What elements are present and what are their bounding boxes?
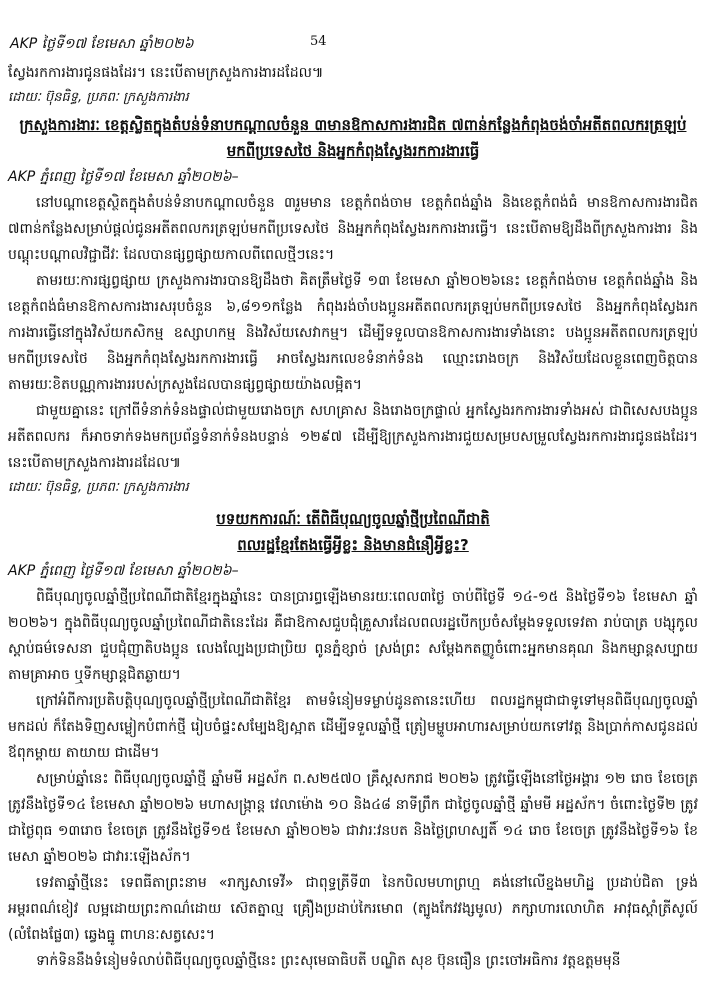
article3-paragraph: សម្រាប់ឆ្នាំនេះ ពិធីបុណ្យចូលឆ្នាំថ្មី ឆ្នាំមមី អដ្ឋស័ក ព.ស២៥៧០ គ្រឹស្តសករាជ ២០២៦ ត្រូវធ្វើឡើងនៅថ្ងៃអង្គារ ១២ រោច ខែចេត្រ ត្រូវនឹងថ្ងៃទី១៤ ខែមេសា ឆ្នាំ២០២៦ មហាសង្ក្រាន្ត វេលាម៉ោង ១០ និង៤៨ នាទីព្រឹក ជាថ្ងៃចូលឆ្នាំថ្មី ឆ្នាំមមី អដ្ឋស័ក។ ចំពោះថ្ងៃទី២ ត្រូវជាថ្ងៃពុធ ១៣រោច ខែចេត្រ ត្រូវនឹងថ្ងៃទី១៥ ខែមេសា ឆ្នាំ២០២៦ ជាវារៈវនបត និងថ្ងៃព្រហស្បតិ៍ ១៤ រោច ខែចេត្រ ត្រូវនឹងថ្ងៃទី១៦ ខែមេសា ឆ្នាំ២០២៦ ជាវារៈឡើងស័ក។ xyxy=(8,771,698,865)
article3-paragraph: ទេវតាឆ្នាំថ្មីនេះ ទេពធីតាព្រះនាម «រាក្សសាទេវី» ជាពុទ្ធត្រីទី៣ នៃកបិលមហាព្រហ្ម គង់នៅលើខ្នងមហិដ្ឋ ប្រដាប់ជិតា ទ្រង់អម្ពរពណ៌ខៀវ លម្អដោយព្រះកាណ៌ដោយ ស៊េតត្នាល្ម គ្រឿងប្រដាប់កៃរមោព (ត្បូងកែវវង្សមូល) ភក្សាហារលោហិត អាវុធស្ដាំត្រីសូល៍ (លំពែងផ្លែ៣) ឆ្វេងធ្នូ ពាហនៈសត្វសេះ។ xyxy=(8,875,698,943)
article3-dateline: AKP ភ្នំពេញ ថ្ងៃទី១៧ ខែមេសា ឆ្នាំ២០២៦– xyxy=(8,563,239,579)
page-number: 54 xyxy=(310,34,327,49)
article3-headline-line2: ពលរដ្ឋខ្មែរតែងធ្វើអ្វីខ្លះ និងមានជំនឿអ្វីខ្លះ? xyxy=(237,536,469,554)
article3-paragraph: ពិធីបុណ្យចូលឆ្នាំថ្មីប្រពៃណីជាតិខ្មែរក្នុងឆ្នាំនេះ បានប្រារព្ធឡើងមានរយៈពេល៣ថ្ងៃ ចាប់ពីថ្ងៃទី ១៤-១៥ និងថ្ងៃទី១៦ ខែមេសា ឆ្នាំ ២០២៦។ ក្នុងពិធីបុណ្យចូលឆ្នាំប្រពៃណីជាតិនេះដែរ គឺជាឱកាសជួបជុំគ្រួសារដែលពលរដ្ឋបើកប្រចំសម្ដែងទទួលទេវតា រាប់បាត្រ បង្សុកូល ស្តាប់ធម៌ទេសនា ជួបជុំញាតិបងប្អូន លេងល្បែងប្រជាប្រិយ ពូនភ្នំខ្សាច់ ស្រង់ព្រះ សម្ដែងកតញ្ញូចំពោះអ្នកមានគុណ និងកម្សាន្តសប្បាយតាមគ្រាអាច ឬទីកម្សាន្តជិតឆ្ងាយ។ xyxy=(8,589,698,683)
article2-paragraph: ជាមួយគ្នានេះ ក្រៅពីទំនាក់ទំនងផ្ទាល់ជាមួយរោងចក្រ សហគ្រាស និងរោងចក្រផ្ទាល់ អ្នកស្វែងរកការងារទាំងអស់ ជាពិសេសបងប្អូនអតីតពលករ ក៏អាចទាក់ទងមកប្រព័ន្ធទំនាក់ទំនងបន្ទាន់ ១២៩៧ ដើម្បីឱ្យក្រសួងការងារជួយសម្របសម្រួលស្វែងរកការងារជូនផងដែរ។ នេះបើតាមក្រសួងការងារដដែល៕ xyxy=(8,403,698,471)
article3-paragraph: ទាក់ទិននឹងទំនៀមទំលាប់ពិធីបុណ្យចូលឆ្នាំថ្មីនេះ ព្រះសុមេធាធិបតី បណ្ឌិត សុខ ប៊ុនធឿន ព្រះចៅអធិការ វត្តឧត្តមមុនី xyxy=(36,953,621,969)
header-dateline: AKP ថ្ងៃទី១៧ ខែមេសា ឆ្នាំ២០២៦ xyxy=(10,36,194,52)
article2-paragraph: តាមរយៈការផ្សព្វផ្សាយ ក្រសួងការងារបានឱ្យដឹងថា គិតត្រឹមថ្ងៃទី ១៣ ខែមេសា ឆ្នាំ២០២៦នេះ ខេត្តកំពង់ចាម ខេត្តកំពង់ឆ្នាំង និងខេត្តកំពង់ធំមានឱកាសការងារសរុបចំនួន ៦,៨១១កន្លែង កំពុងរង់ចាំបងប្អូនអតីតពលករត្រឡប់មកពីប្រទេសថៃ និងអ្នកកំពុងស្វែងរកការងារធ្វើនៅក្នុងវិស័យកសិកម្ម ឧស្សាហកម្ម និងវិស័យសេវាកម្ម។ ដើម្បីទទួលបានឱកាសការងារទាំងនោះ បងប្អូនអតីតពលករត្រឡប់មកពីប្រទេសថៃ និងអ្នកកំពុងស្វែងរកការងារធ្វើ អាចស្វែងរកលេខទំនាក់ទំនង ឈ្មោះរោងចក្រ និងវិស័យដែលខ្លួនពេញចិត្តបានតាមរយៈខិតបណ្ណការងាររបស់ក្រសួងដែលបានផ្សព្វផ្សាយយ៉ាងលម្អិត។ xyxy=(8,273,698,393)
page-header xyxy=(10,34,700,56)
article1-byline: ដោយៈ ប៊ុនធិទ្ធ, ប្រភពៈ ក្រសួងការងារ xyxy=(8,90,189,105)
article2-paragraph: នៅបណ្ដាខេត្តស្ថិតក្នុងតំបន់ទំនាបកណ្ដាលចំនួន ៣រួមមាន ខេត្តកំពង់ចាម ខេត្តកំពង់ឆ្នាំង និងខេត្តកំពង់ធំ មានឱកាសការងារជិត ៧ពាន់កន្លែងសម្រាប់ផ្ដល់ជូនអតីតពលករត្រឡប់មកពីប្រទេសថៃ និងអ្នកកំពុងស្វែងរកការងារធ្វើ។ នេះបើតាមឱ្យដឹងពីក្រសួងការងារ និងបណ្ដុះបណ្ដាលវិជ្ជាជីវៈ ដែលបានផ្សព្វផ្សាយកាលពីពេលថ្មីៗនេះ។ xyxy=(8,195,698,263)
article2-dateline: AKP ភ្នំពេញ ថ្ងៃទី១៧ ខែមេសា ឆ្នាំ២០២៦– xyxy=(8,169,239,185)
article3-paragraph: ក្រៅអំពីការប្រតិបត្តិបុណ្យចូលឆ្នាំថ្មីប្រពៃណីជាតិខ្មែរ តាមទំនៀមទម្លាប់ដូនតានេះហើយ ពលរដ្ឋកម្ពុជាជាទូទៅមុនពិធីបុណ្យចូលឆ្នាំមកដល់ ក៏តែងទិញសម្លៀកបំពាក់ថ្មី រៀបចំផ្ទះសម្បែងឱ្យស្អាត ដើម្បីទទួលឆ្នាំថ្មី ត្រៀមម្ហូបអាហារសម្រាប់យកទៅវត្ត និងប្រាក់កាសជូនដល់ឪពុកម្ដាយ តាយាយ ជាដើម។ xyxy=(8,693,698,761)
article2-byline: ដោយៈ ប៊ុនធិទ្ធ, ប្រភពៈ ក្រសួងការងារ xyxy=(8,480,189,495)
article1-closing: ស្វែងរកការងារជូនផងដែរ។ នេះបើតាមក្រសួងការងារដដែល៕ xyxy=(8,65,324,81)
page-content xyxy=(8,60,698,974)
article2-headline: ក្រសួងការងារៈ ខេត្តស្លិតក្នុងតំបន់ទំនាបកណ្ដាលចំនួន ៣មានឱកាសការងារជិត ៧ពាន់កន្លែងកំពុងចង់ចាំអតីតពលករត្រឡប់មកពីប្រទេសថៃ និងអ្នកកំពុងស្វែងរកការងារធ្វើ xyxy=(19,116,687,160)
article3-headline-line1: បទយកការណ៍ៈ តើពិធីបុណ្យចូលឆ្នាំថ្មីប្រពៃណីជាតិ xyxy=(216,510,490,528)
